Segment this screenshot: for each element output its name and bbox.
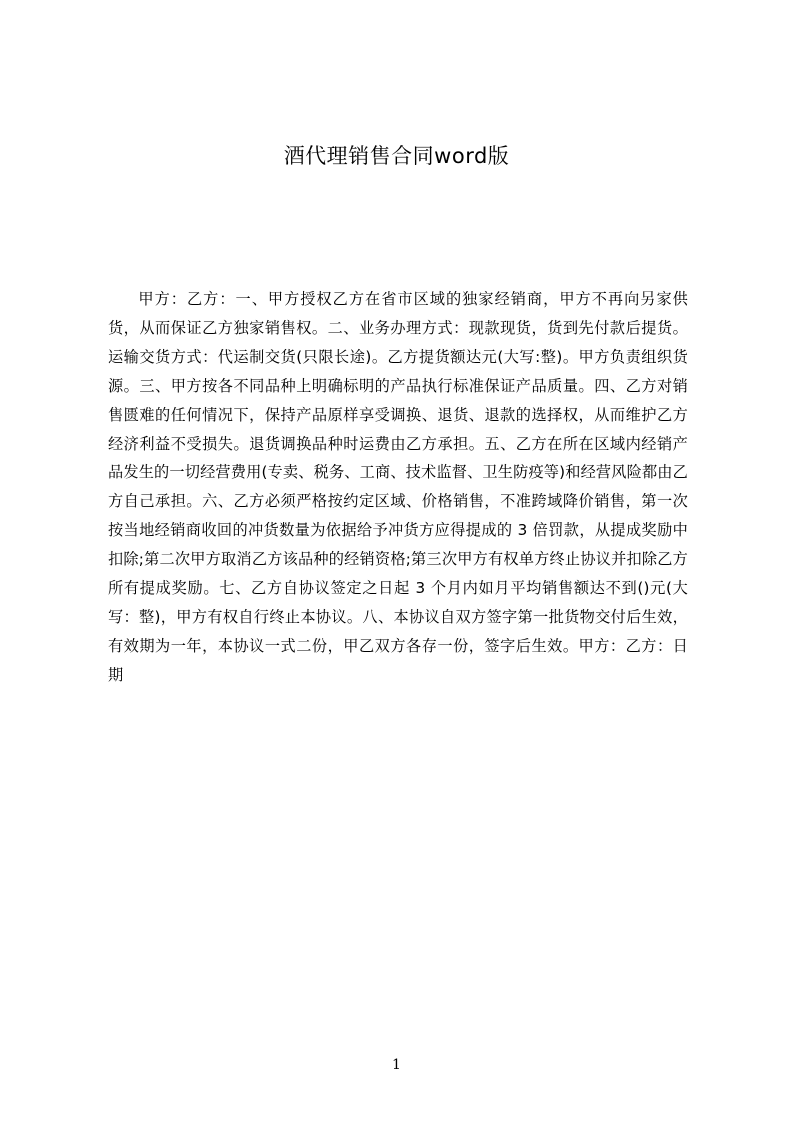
contract-body-paragraph: 甲方：乙方：一、甲方授权乙方在省市区域的独家经销商，甲方不再向另家供货，从而保证乙方独家销售权。二、业务办理方式：现款现货，货到先付款后提货。运输交货方式：代运制交货(只限长途)。乙方提货额达元(大写:整)。甲方负责组织货源。三、甲方按各不同品种上明确标明的产品执行标准保证产品质量。四、乙方对销售匮难的任何情况下，保持产品原样享受调换、退货、退款的选择权，从而维护乙方经济利益不受损失。退货调换品种时运费由乙方承担。五、乙方在所在区域内经销产品发生的一切经营费用(专卖、税务、工商、技术监督、卫生防疫等)和经营风险都由乙方自己承担。六、乙方必须严格按约定区域、价格销售，不准跨域降价销售，第一次按当地经销商收回的冲货数量为依据给予冲货方应得提成的 3 倍罚款，从提成奖励中扣除;第二次甲方取消乙方该品种的经销资格;第三次甲方有权单方终止协议并扣除乙方所有提成奖励。七、乙方自协议签定之日起 3 个月内如月平均销售额达不到()元(大写：整)，甲方有权自行终止本协议。八、本协议自双方签字第一批货物交付后生效，有效期为一年，本协议一式二份，甲乙双方各存一份，签字后生效。甲方：乙方：日期 — [108, 290, 688, 684]
page-number: 1 — [392, 1057, 401, 1073]
document-title: 酒代理销售合同word版 — [283, 144, 510, 168]
